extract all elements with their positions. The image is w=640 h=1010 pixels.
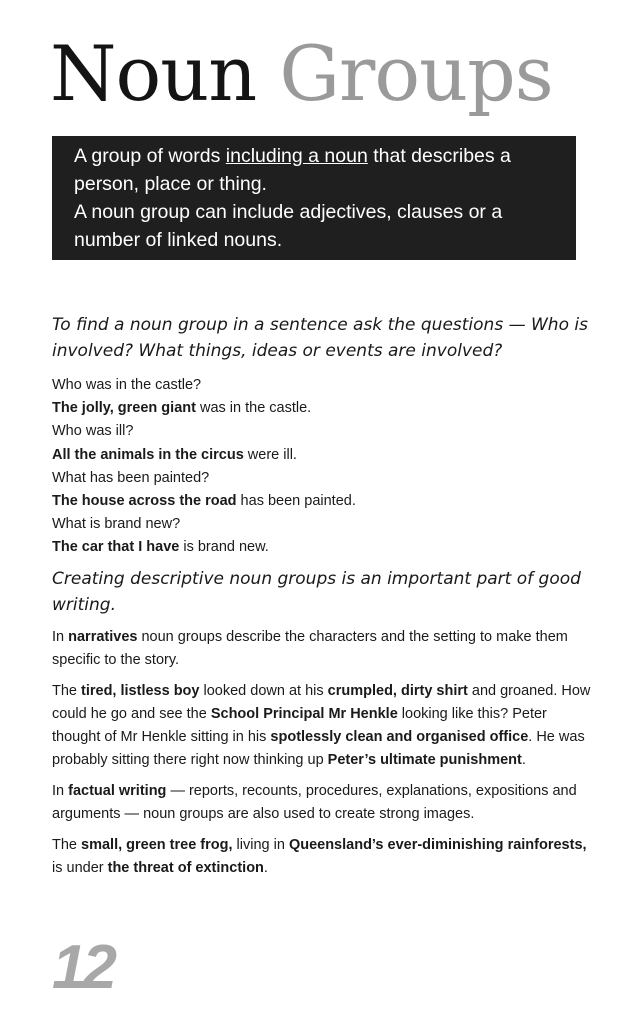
title-word-groups: Groups (279, 29, 553, 118)
example-noun-group: The jolly, green giant (52, 400, 196, 417)
example-question: Who was ill? (52, 423, 134, 440)
definition-pre: A group of words (74, 145, 226, 167)
example-answer: The jolly, green giant was in the castle. (52, 400, 312, 417)
examples-list (52, 374, 592, 560)
story-paragraph: The tired, listless boy looked down at his crumpled, dirty shirt and groaned. How could he go and see the School Principal Mr Henkle looking like this? Peter thought of Mr Henkle sitting in his spotlessly clean and organised office. He was probably sitting there right now thinking up Peter’s ultimate punishment. (52, 682, 591, 768)
example-noun-group: The house across the road (52, 493, 237, 510)
page-title (50, 24, 590, 124)
definition-post: that describes a person, place or thing. (74, 145, 511, 195)
subheading: Creating descriptive noun groups is an important part of good writing. (52, 568, 581, 615)
example-answer: The house across the road has been painted. (52, 493, 356, 510)
example-noun-group: All the animals in the circus (52, 446, 244, 463)
definition-box (52, 136, 576, 260)
definition-underlined: including a noun (225, 145, 368, 167)
title-word-noun: Noun (50, 29, 257, 118)
example-answer: All the animals in the circus were ill. (52, 446, 297, 463)
narratives-paragraph: In narratives noun groups describe the characters and the setting to make them specific to the story. (52, 628, 568, 668)
example-question: Who was in the castle? (52, 377, 202, 393)
example-question: What has been painted? (52, 469, 210, 486)
example-noun-group: The car that I have (52, 539, 180, 556)
example-question: What is brand new? (52, 516, 181, 533)
frog-paragraph: The small, green tree frog, living in Queensland’s ever-diminishing rainforests, is under the threat of extinction. (52, 836, 587, 876)
definition-line2: A noun group can include adjectives, clauses or a number of linked nouns. (74, 201, 503, 251)
factual-paragraph: In factual writing — reports, recounts, procedures, explanations, expositions and arguments — noun groups are also used to create strong images. (52, 782, 577, 822)
page-number: 12 (52, 933, 113, 1002)
main-content (52, 312, 592, 888)
intro-text: To find a noun group in a sentence ask the questions — Who is involved? What things, ideas or events are involved? (52, 315, 588, 361)
example-answer: The car that I have is brand new. (52, 539, 269, 556)
